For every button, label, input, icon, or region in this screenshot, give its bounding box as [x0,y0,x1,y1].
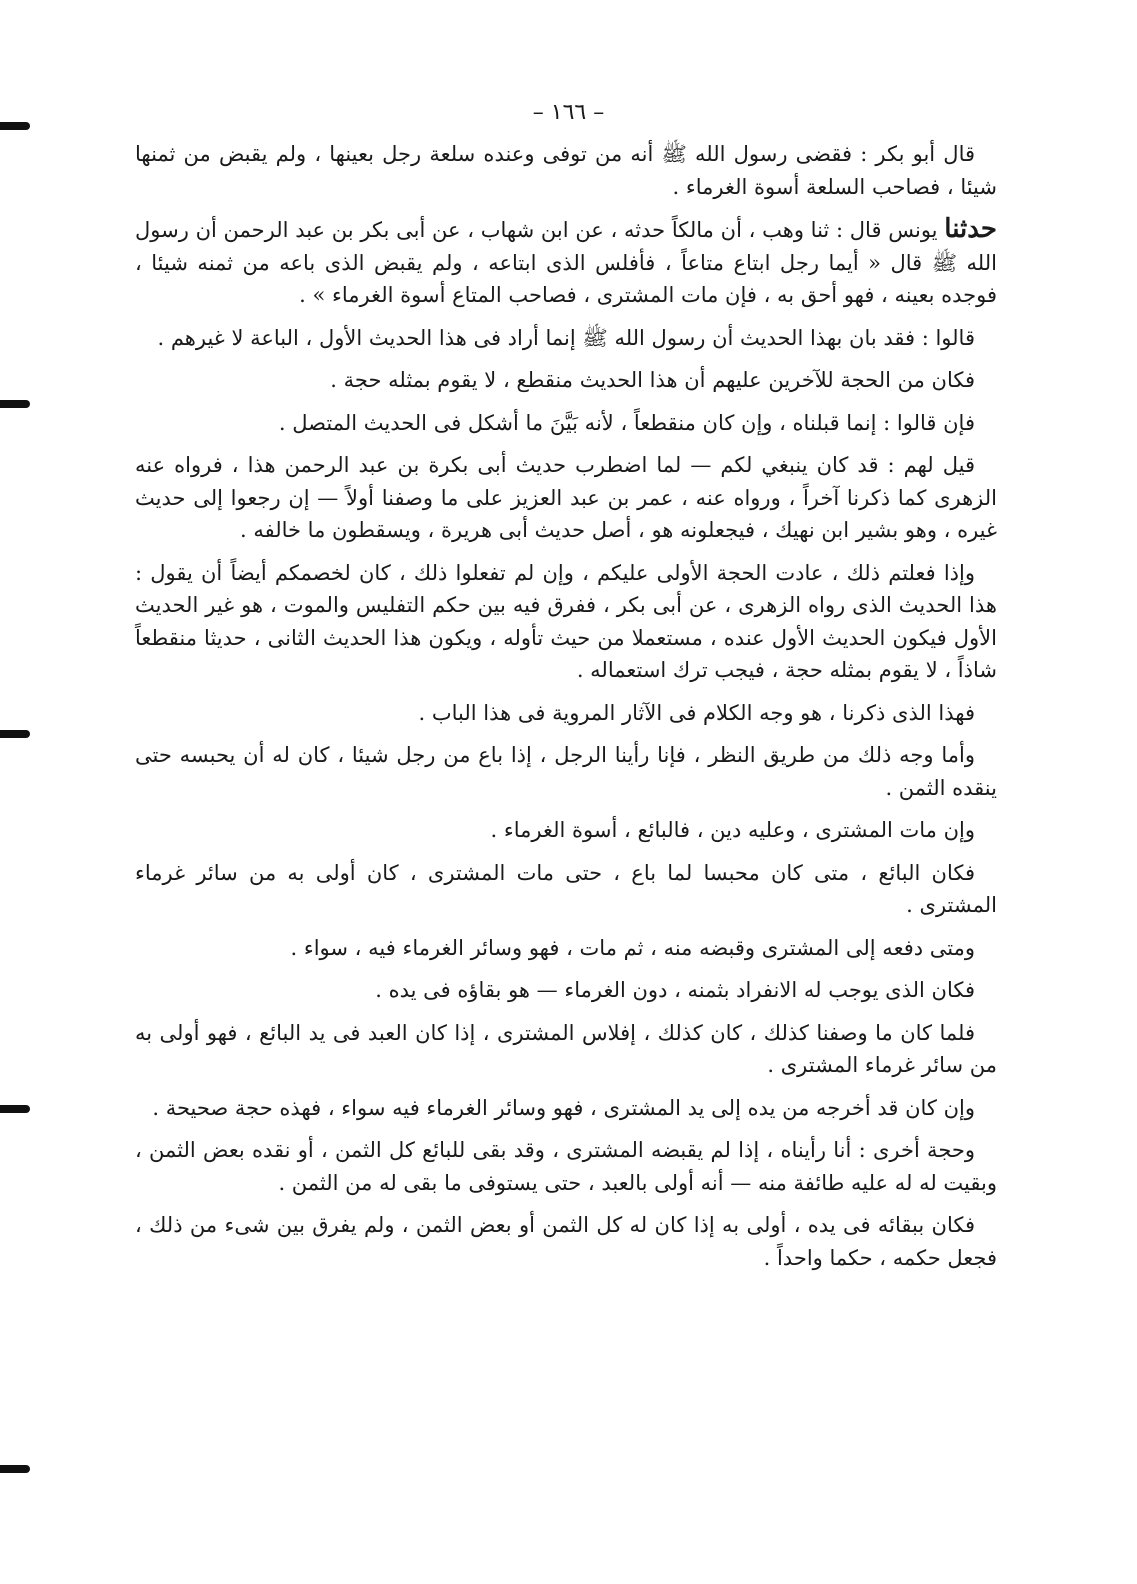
margin-mark [0,1465,30,1473]
paragraph: وأما وجه ذلك من طريق النظر ، فإنا رأينا الرجل ، إذا باع من رجل شيئا ، كان له أن يحبسه حتى ينقده الثمن . [135,743,997,800]
paragraph: وإن مات المشترى ، وعليه دين ، فالبائع ، أسوة الغرماء . [490,818,975,842]
paragraph: وحجة أخرى : أنا رأيناه ، إذا لم يقبضه المشترى ، وقد بقى للبائع كل الثمن ، أو نقده بعض الثمن ، وبقيت له له عليه طائفة منه — أنه أولى بالعبد ، حتى يستوفى ما بقى له من الثمن . [135,1138,997,1195]
page-number: – ١٦٦ – [532,100,605,125]
paragraph-hadith [135,213,997,312]
paragraph: قيل لهم : قد كان ينبغي لكم — لما اضطرب حديث أبى بكرة بن عبد الرحمن هذا ، فرواه عنه الزهرى كما ذكرنا آخراً ، ورواه عنه ، عمر بن عبد العزيز على ما وصفنا أولاً — إن رجعوا إلى حديث غيره ، وهو بشير ابن نهيك ، فيجعلونه هو ، أصل حديث أبى هريرة ، ويسقطون ما خالفه . [135,453,997,542]
margin-mark [0,1105,30,1113]
paragraph-text: يونس قال : ثنا وهب ، أن مالكاً حدثه ، عن ابن شهاب ، عن أبى بكر بن عبد الرحمن أن رسول الله ﷺ قال « أيما رجل ابتاع متاعاً ، فأفلس الذى ابتاعه ، ولم يقبض الذى باعه من ثمنه شيئا ، فوجده بعينه ، فهو أحق به ، فإن مات المشترى ، فصاحب المتاع أسوة الغرماء » . [135,218,997,307]
margin-mark [0,730,30,738]
paragraph: فكان الذى يوجب له الانفراد بثمنه ، دون الغرماء — هو بقاؤه فى يده . [375,978,975,1002]
paragraph: فكان ببقائه فى يده ، أولى به إذا كان له كل الثمن أو بعض الثمن ، ولم يفرق بين شىء من ذلك ، فجعل حكمه ، حكما واحداً . [135,1213,997,1270]
text-body [135,138,997,1284]
paragraph: ومتى دفعه إلى المشترى وقبضه منه ، ثم مات ، فهو وسائر الغرماء فيه ، سواء . [290,935,975,960]
paragraph: وإذا فعلتم ذلك ، عادت الحجة الأولى عليكم ، وإن لم تفعلوا ذلك ، كان لخصمكم أيضاً أن يقول : هذا الحديث الذى رواه الزهرى ، عن أبى بكر ، ففرق فيه بين حكم التفليس والموت ، هو غير الحديث الأول فيكون الحديث الأول عنده ، مستعملا من حيث تأوله ، ويكون هذا الحديث الثانى ، حديثا منقطعاً شاذاً ، لا يقوم بمثله حجة ، فيجب ترك استعماله . [135,560,997,682]
paragraph: فهذا الذى ذكرنا ، هو وجه الكلام فى الآثار المروية فى هذا الباب . [418,700,975,725]
paragraph: فكان من الحجة للآخرين عليهم أن هذا الحديث منقطع ، لا يقوم بمثله حجة . [330,368,975,392]
lead-word: حدثنا [944,214,997,244]
paragraph: قال أبو بكر : فقضى رسول الله ﷺ أنه من توفى وعنده سلعة رجل بعينها ، ولم يقبض من ثمنها شيئا ، فصاحب السلعة أسوة الغرماء . [135,142,997,199]
paragraph: فلما كان ما وصفنا كذلك ، كان كذلك ، إفلاس المشترى ، إذا كان العبد فى يد البائع ، فهو أولى به من سائر غرماء المشترى . [135,1020,997,1077]
paragraph: فإن قالوا : إنما قبلناه ، وإن كان منقطعاً ، لأنه بَيَّنَ ما أشكل فى الحديث المتصل . [278,410,975,435]
paragraph: قالوا : فقد بان بهذا الحديث أن رسول الله ﷺ إنما أراد فى هذا الحديث الأول ، الباعة لا غيرهم . [157,325,975,350]
paragraph: فكان البائع ، متى كان محبسا لما باع ، حتى مات المشترى ، كان أولى به من سائر غرماء المشترى . [135,860,997,917]
margin-mark [0,400,30,408]
paragraph: وإن كان قد أخرجه من يده إلى يد المشترى ، فهو وسائر الغرماء فيه سواء ، فهذه حجة صحيحة . [152,1095,975,1120]
